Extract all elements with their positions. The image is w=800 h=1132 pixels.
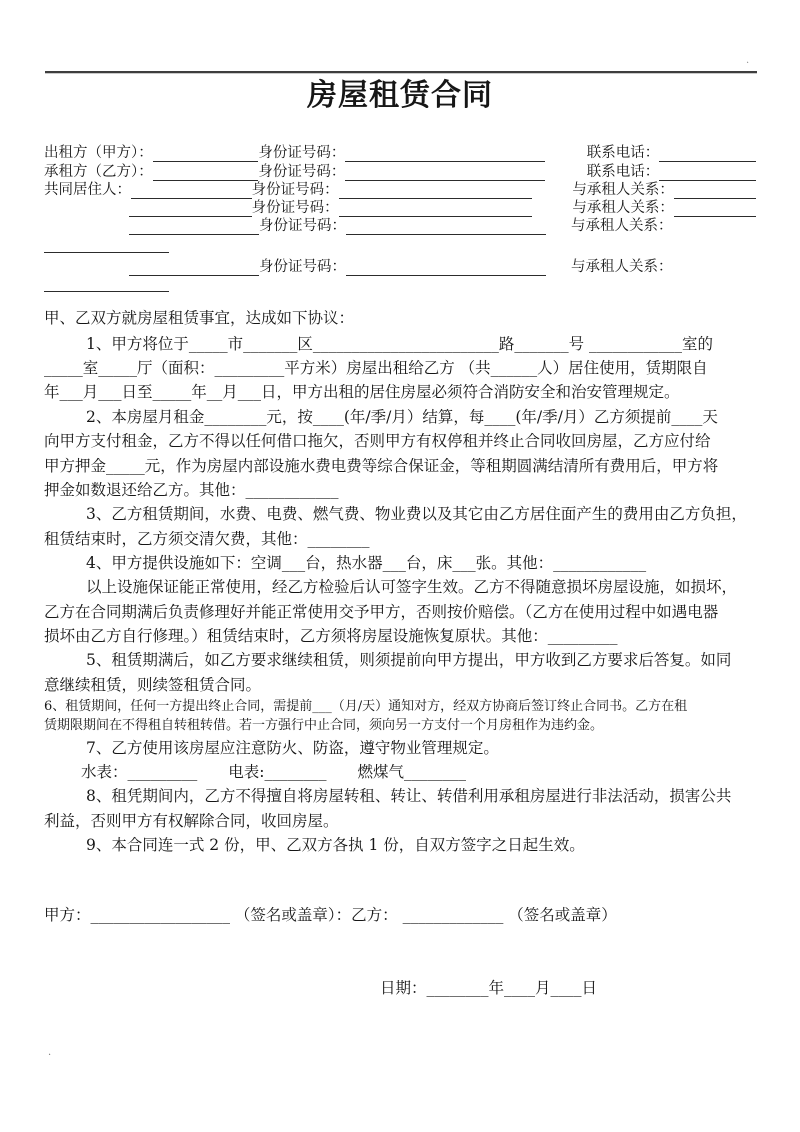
clause-line: 赁期限期间在不得租自转租转借。若一方强行中止合同，须向另一方支付一个月房租作为违约金。 xyxy=(44,718,604,734)
clause-line: 5、租赁期满后，如乙方要求继续租赁，则须提前向甲方提出，甲方收到乙方要求后答复。如同 xyxy=(86,651,732,670)
clause xyxy=(44,648,756,697)
clause xyxy=(44,332,756,405)
blank-line xyxy=(44,252,169,253)
clause xyxy=(44,697,756,736)
id-blank xyxy=(345,180,544,181)
clause-line: 年___月___日至_____年__月___日，甲方出租的居住房屋必须符合消防安全和治安管理规定。 xyxy=(44,383,680,402)
clause-line: _____室_____厅（面积：_________平方米）房屋出租给乙方 （共______人）居住使用，赁期限自 xyxy=(44,359,708,378)
clause-line: 押金如数退还给乙方。其他：____________ xyxy=(44,480,339,499)
name-blank xyxy=(129,275,259,276)
phone-label: 联系电话： xyxy=(586,163,660,180)
lessee-label: 承租方（乙方）： xyxy=(44,163,153,180)
id-label: 身份证号码： xyxy=(258,163,346,180)
phone-blank xyxy=(659,161,756,162)
relation-blank xyxy=(674,216,756,217)
name-blank xyxy=(129,234,259,235)
phone-label: 联系电话： xyxy=(586,145,660,162)
clause-line: 9、本合同连一式 2 份，甲、乙双方各执 1 份，自双方签字之日起生效。 xyxy=(86,836,585,855)
id-blank xyxy=(345,161,544,162)
top-right-mark: . xyxy=(746,55,750,66)
lessor-label: 出租方（甲方）： xyxy=(44,145,153,162)
clause-line: 6、租赁期间，任何一方提出终止合同，需提前___（月/天）通知对方，经双方协商后签订终止合同书。乙方在租 xyxy=(44,698,688,714)
clause xyxy=(44,405,756,502)
clause xyxy=(44,575,756,648)
clause xyxy=(44,784,756,833)
bottom-left-mark: . xyxy=(48,1047,52,1058)
relation-blank xyxy=(674,198,756,199)
clause-line: 以上设施保证能正常使用，经乙方检验后认可签字生效。乙方不得随意损坏房屋设施，如损坏， xyxy=(86,578,738,597)
contract-title: 房屋租赁合同 xyxy=(307,78,493,113)
clause-line: 8、租凭期间内，乙方不得擅自将房屋转租、转让、转借利用承租房屋进行非法活动，损害公共 xyxy=(86,787,732,806)
id-label: 身份证号码： xyxy=(259,258,346,275)
cohabitant-label: 共同居住人： xyxy=(44,181,131,198)
id-blank xyxy=(346,275,546,276)
clause-line: 甲方押金_____元，作为房屋内部设施水费电费等综合保证金，等租期圆满结清所有费用后，甲方将 xyxy=(44,456,719,475)
clause-line: 利益，否则甲方有权解除合同，收回房屋。 xyxy=(44,811,339,830)
clause-line: 4、甲方提供设施如下：空调___台，热水器___台，床___张。其他：____________ xyxy=(86,553,647,572)
party-row-cohabitant xyxy=(44,257,756,275)
document-content xyxy=(44,0,756,998)
clause-line: 向甲方支付租金，乙方不得以任何借口拖欠，否则甲方有权停租并终止合同收回房屋，乙方应付给 xyxy=(44,432,711,451)
clause-line: 1、甲方将位于_____市_______区________________________路_______号 ____________室的 xyxy=(86,334,714,353)
clause-line: 租赁结束时，乙方须交清欠费，其他：________ xyxy=(44,529,370,548)
relation-label: 与承租人关系： xyxy=(571,258,673,275)
party-row-cohabitant xyxy=(44,217,756,235)
id-blank xyxy=(339,216,532,217)
clause-line: 意继续租赁，则续签租赁合同。 xyxy=(44,675,262,694)
id-blank xyxy=(339,198,532,199)
clause-line: 损坏由乙方自行修理。）租赁结束时，乙方须将房屋设施恢复原状。其他：_________ xyxy=(44,626,618,645)
id-label: 身份证号码： xyxy=(251,181,339,198)
id-label: 身份证号码： xyxy=(251,200,339,217)
clauses xyxy=(44,332,756,858)
parties-section xyxy=(44,144,756,292)
id-label: 身份证号码： xyxy=(258,145,346,162)
id-label: 身份证号码： xyxy=(259,218,346,235)
clause-line: 2、本房屋月租金________元，按____(年/季/月）结算，每____(年/季/月）乙方须提前____天 xyxy=(86,407,718,426)
date-row: 日期：________年____月____日 xyxy=(380,979,598,998)
clause-line: 7、乙方使用该房屋应注意防火、防盗，遵守物业管理规定。 xyxy=(86,738,499,757)
blank-line xyxy=(44,291,169,292)
clause xyxy=(44,736,756,760)
clause xyxy=(44,502,756,551)
clause xyxy=(44,760,756,784)
clause xyxy=(44,833,756,857)
clause-line: 乙方在合同期满后负责修理好并能正常使用交予甲方，否则按价赔偿。（乙方在使用过程中如遇电器 xyxy=(44,602,719,621)
clause-line: 水表：_________ 电表:________ 燃煤气________ xyxy=(81,763,466,782)
preamble: 甲、乙双方就房屋租赁事宜，达成如下协议： xyxy=(44,308,355,327)
clause xyxy=(44,551,756,575)
signature-row: 甲方：__________________ （签名或盖章）：乙方： _____________ （签名或盖章） xyxy=(44,906,617,925)
relation-label: 与承租人关系： xyxy=(572,181,674,198)
clause-line: 3、乙方租赁期间，水费、电费、燃气费、物业费以及其它由乙方居住面产生的费用由乙方负担， xyxy=(86,505,747,524)
relation-label: 与承租人关系： xyxy=(571,218,673,235)
id-blank xyxy=(346,234,546,235)
relation-label: 与承租人关系： xyxy=(572,200,674,217)
